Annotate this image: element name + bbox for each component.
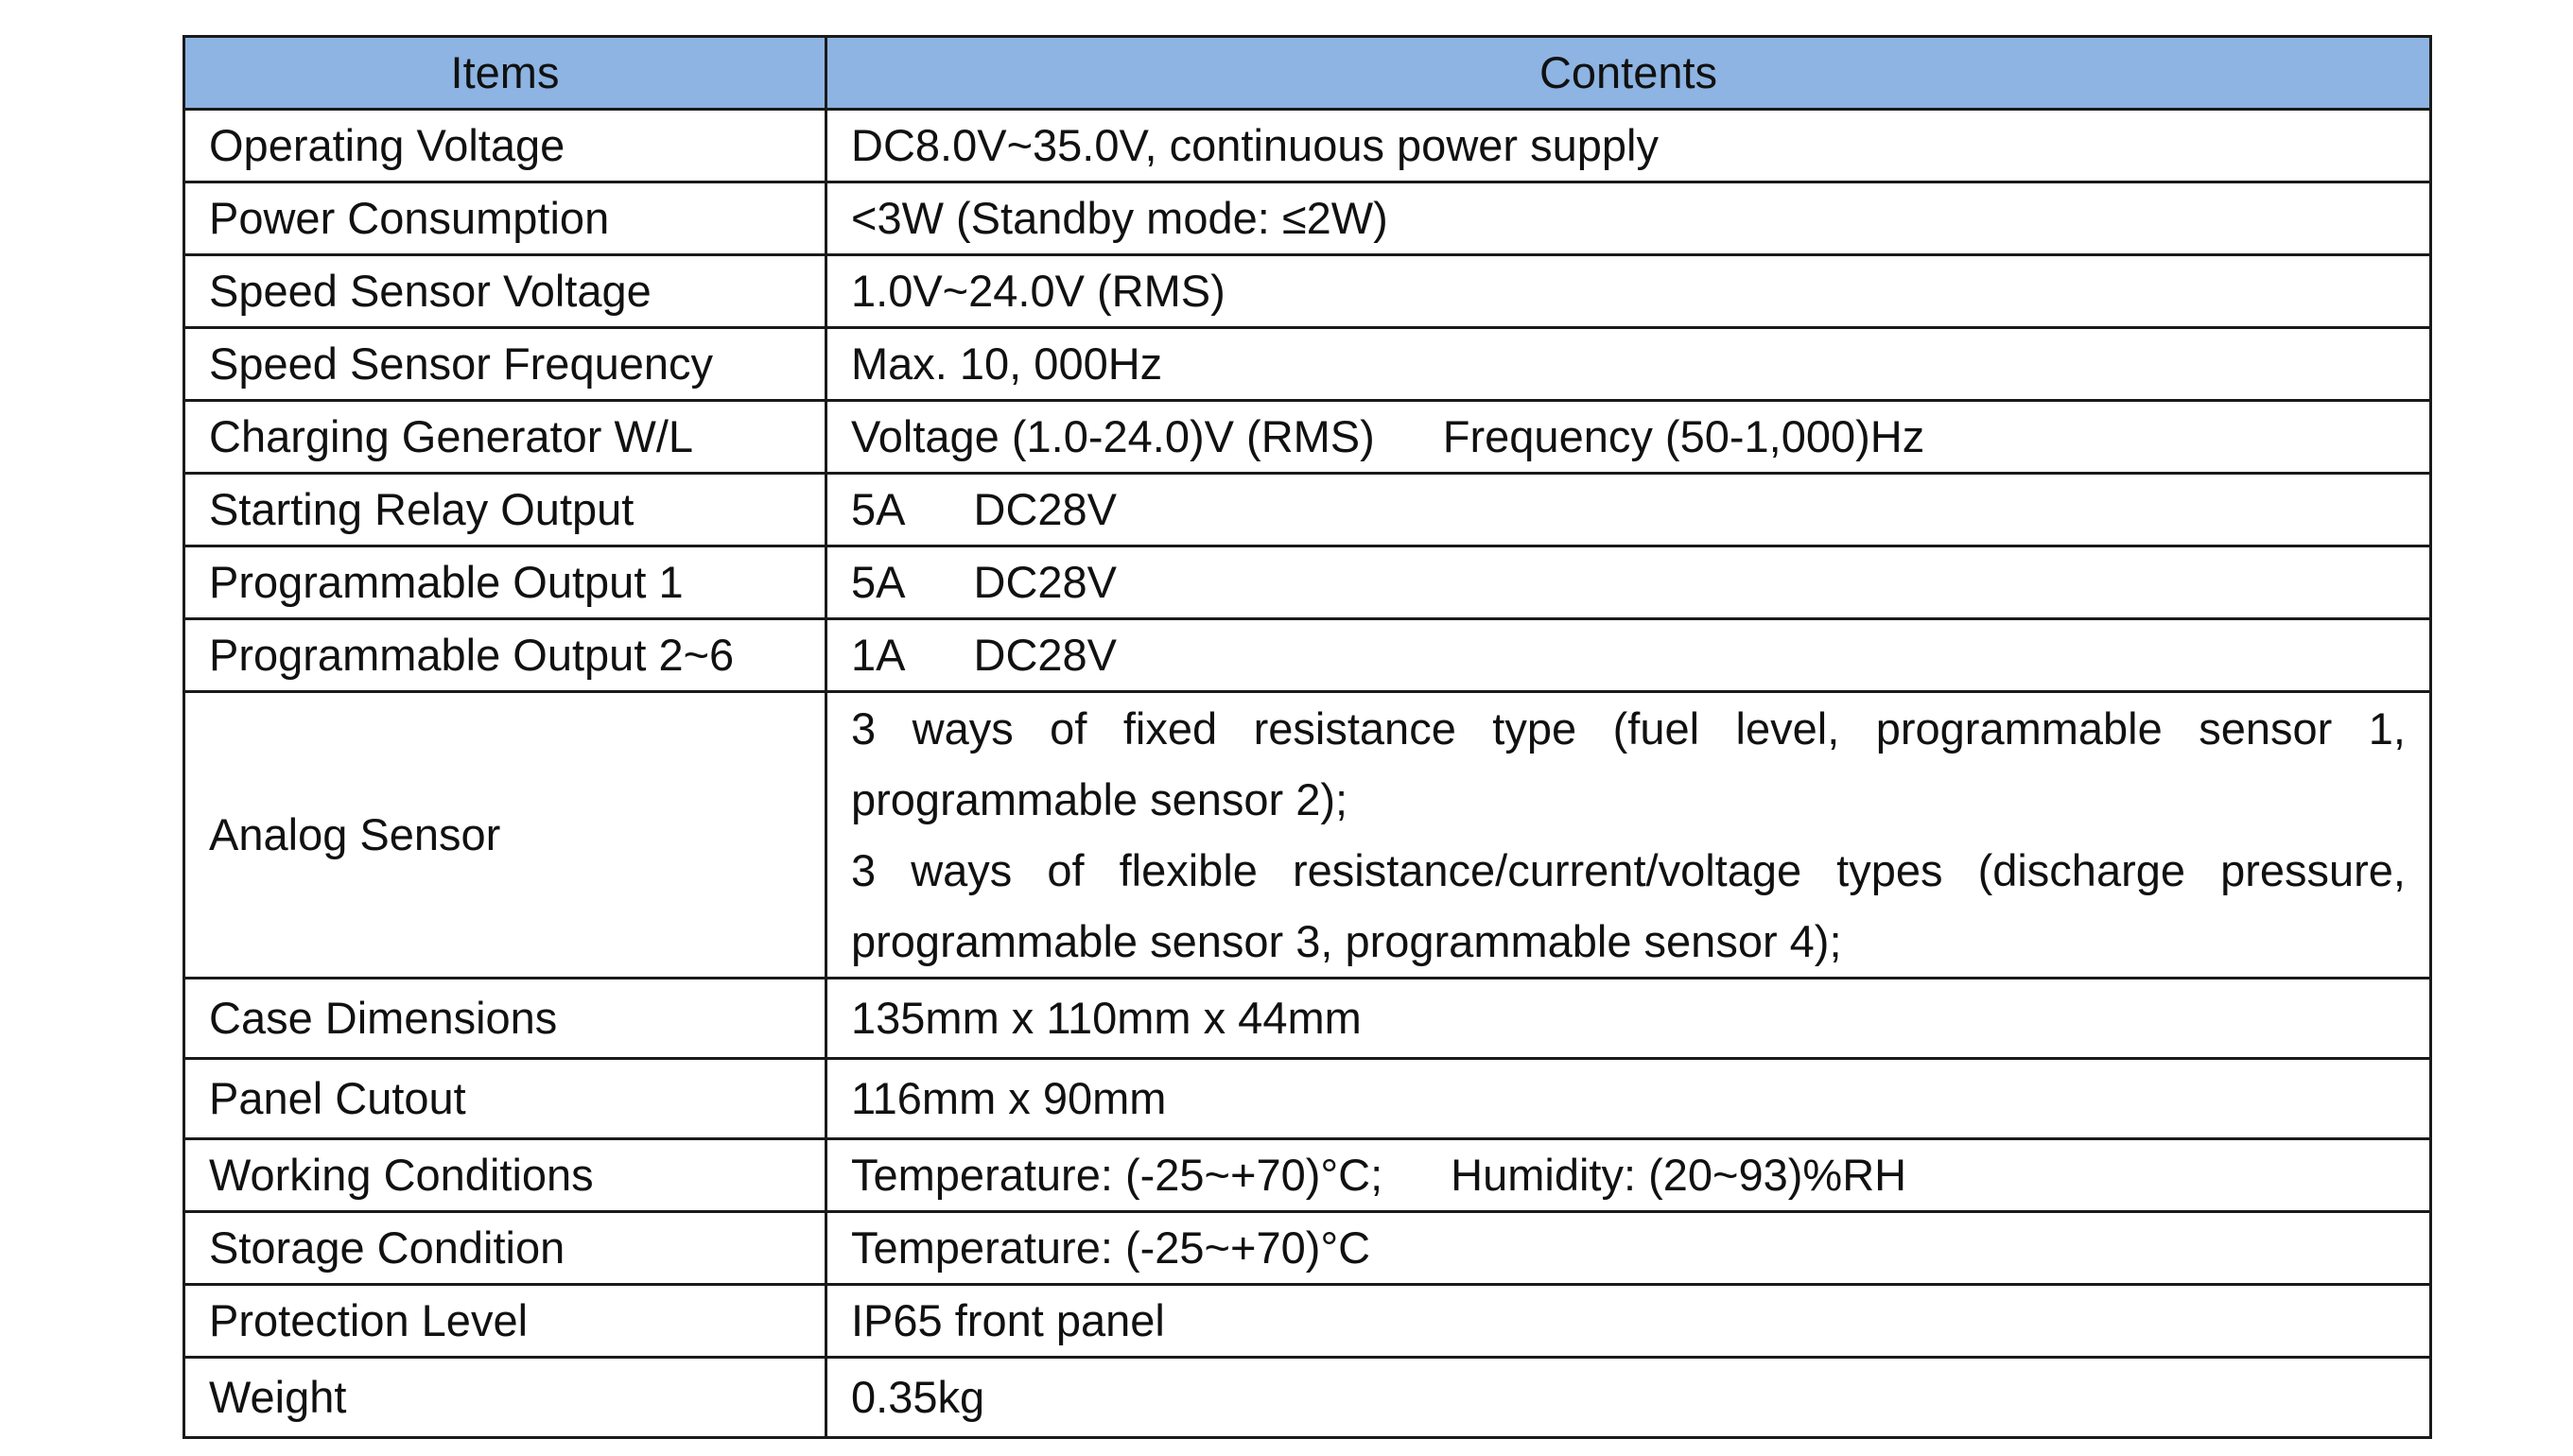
row-content-part-b: DC28V — [973, 630, 1118, 680]
table-row — [184, 979, 2431, 1059]
row-content: DC8.0V~35.0V, continuous power supply — [826, 110, 2431, 182]
row-content-part-b: Frequency (50-1,000)Hz — [1442, 411, 1925, 461]
row-content: Max. 10, 000Hz — [826, 328, 2431, 401]
row-item: Case Dimensions — [184, 979, 826, 1059]
row-content: 116mm x 90mm — [826, 1059, 2431, 1139]
row-item: Panel Cutout — [184, 1059, 826, 1139]
row-item: Programmable Output 2~6 — [184, 619, 826, 692]
table-row — [184, 619, 2431, 692]
table-row — [184, 474, 2431, 546]
row-content-part-a: Voltage (1.0-24.0)V (RMS) — [851, 411, 1375, 461]
row-item: Storage Condition — [184, 1212, 826, 1285]
table-row — [184, 182, 2431, 255]
table-row — [184, 401, 2431, 474]
row-content-paragraph-2: 3 ways of flexible resistance/current/voltage types (discharge pressure, programmable sensor 3, programmable sensor 4); — [851, 845, 2406, 966]
row-content: <3W (Standby mode: ≤2W) — [826, 182, 2431, 255]
row-item: Working Conditions — [184, 1139, 826, 1212]
row-content — [826, 474, 2431, 546]
row-content-part-a: 1A — [851, 630, 906, 680]
row-content: 135mm x 110mm x 44mm — [826, 979, 2431, 1059]
table-row — [184, 1285, 2431, 1358]
table-row — [184, 692, 2431, 979]
row-item: Charging Generator W/L — [184, 401, 826, 474]
table-row — [184, 110, 2431, 182]
table-header-row — [184, 37, 2431, 110]
table-row — [184, 1059, 2431, 1139]
table-row — [184, 1358, 2431, 1438]
row-item: Starting Relay Output — [184, 474, 826, 546]
row-content-part-b: DC28V — [973, 484, 1118, 534]
header-items: Items — [184, 37, 826, 110]
row-item: Speed Sensor Frequency — [184, 328, 826, 401]
table-row — [184, 546, 2431, 619]
row-content — [826, 401, 2431, 474]
row-content — [826, 546, 2431, 619]
row-content: IP65 front panel — [826, 1285, 2431, 1358]
row-item: Speed Sensor Voltage — [184, 255, 826, 328]
row-content-paragraph-1: 3 ways of fixed resistance type (fuel level, programmable sensor 1, programmable sensor 2); — [851, 703, 2406, 824]
row-item: Power Consumption — [184, 182, 826, 255]
table-row — [184, 255, 2431, 328]
row-content-part-a: Temperature: (-25~+70)°C; — [851, 1150, 1383, 1200]
row-content: 0.35kg — [826, 1358, 2431, 1438]
specifications-table — [183, 35, 2432, 1439]
row-content — [826, 1139, 2431, 1212]
row-content — [826, 692, 2431, 979]
row-content: Temperature: (-25~+70)°C — [826, 1212, 2431, 1285]
row-content: 1.0V~24.0V (RMS) — [826, 255, 2431, 328]
table-row — [184, 328, 2431, 401]
header-contents: Contents — [826, 37, 2431, 110]
row-item: Weight — [184, 1358, 826, 1438]
row-content-part-b: DC28V — [973, 557, 1118, 607]
row-item: Analog Sensor — [184, 692, 826, 979]
row-item: Protection Level — [184, 1285, 826, 1358]
table-row — [184, 1212, 2431, 1285]
row-item: Operating Voltage — [184, 110, 826, 182]
table-row — [184, 1139, 2431, 1212]
row-content-part-a: 5A — [851, 557, 906, 607]
row-content — [826, 619, 2431, 692]
row-content-part-a: 5A — [851, 484, 906, 534]
row-content-part-b: Humidity: (20~93)%RH — [1451, 1150, 1907, 1200]
row-item: Programmable Output 1 — [184, 546, 826, 619]
